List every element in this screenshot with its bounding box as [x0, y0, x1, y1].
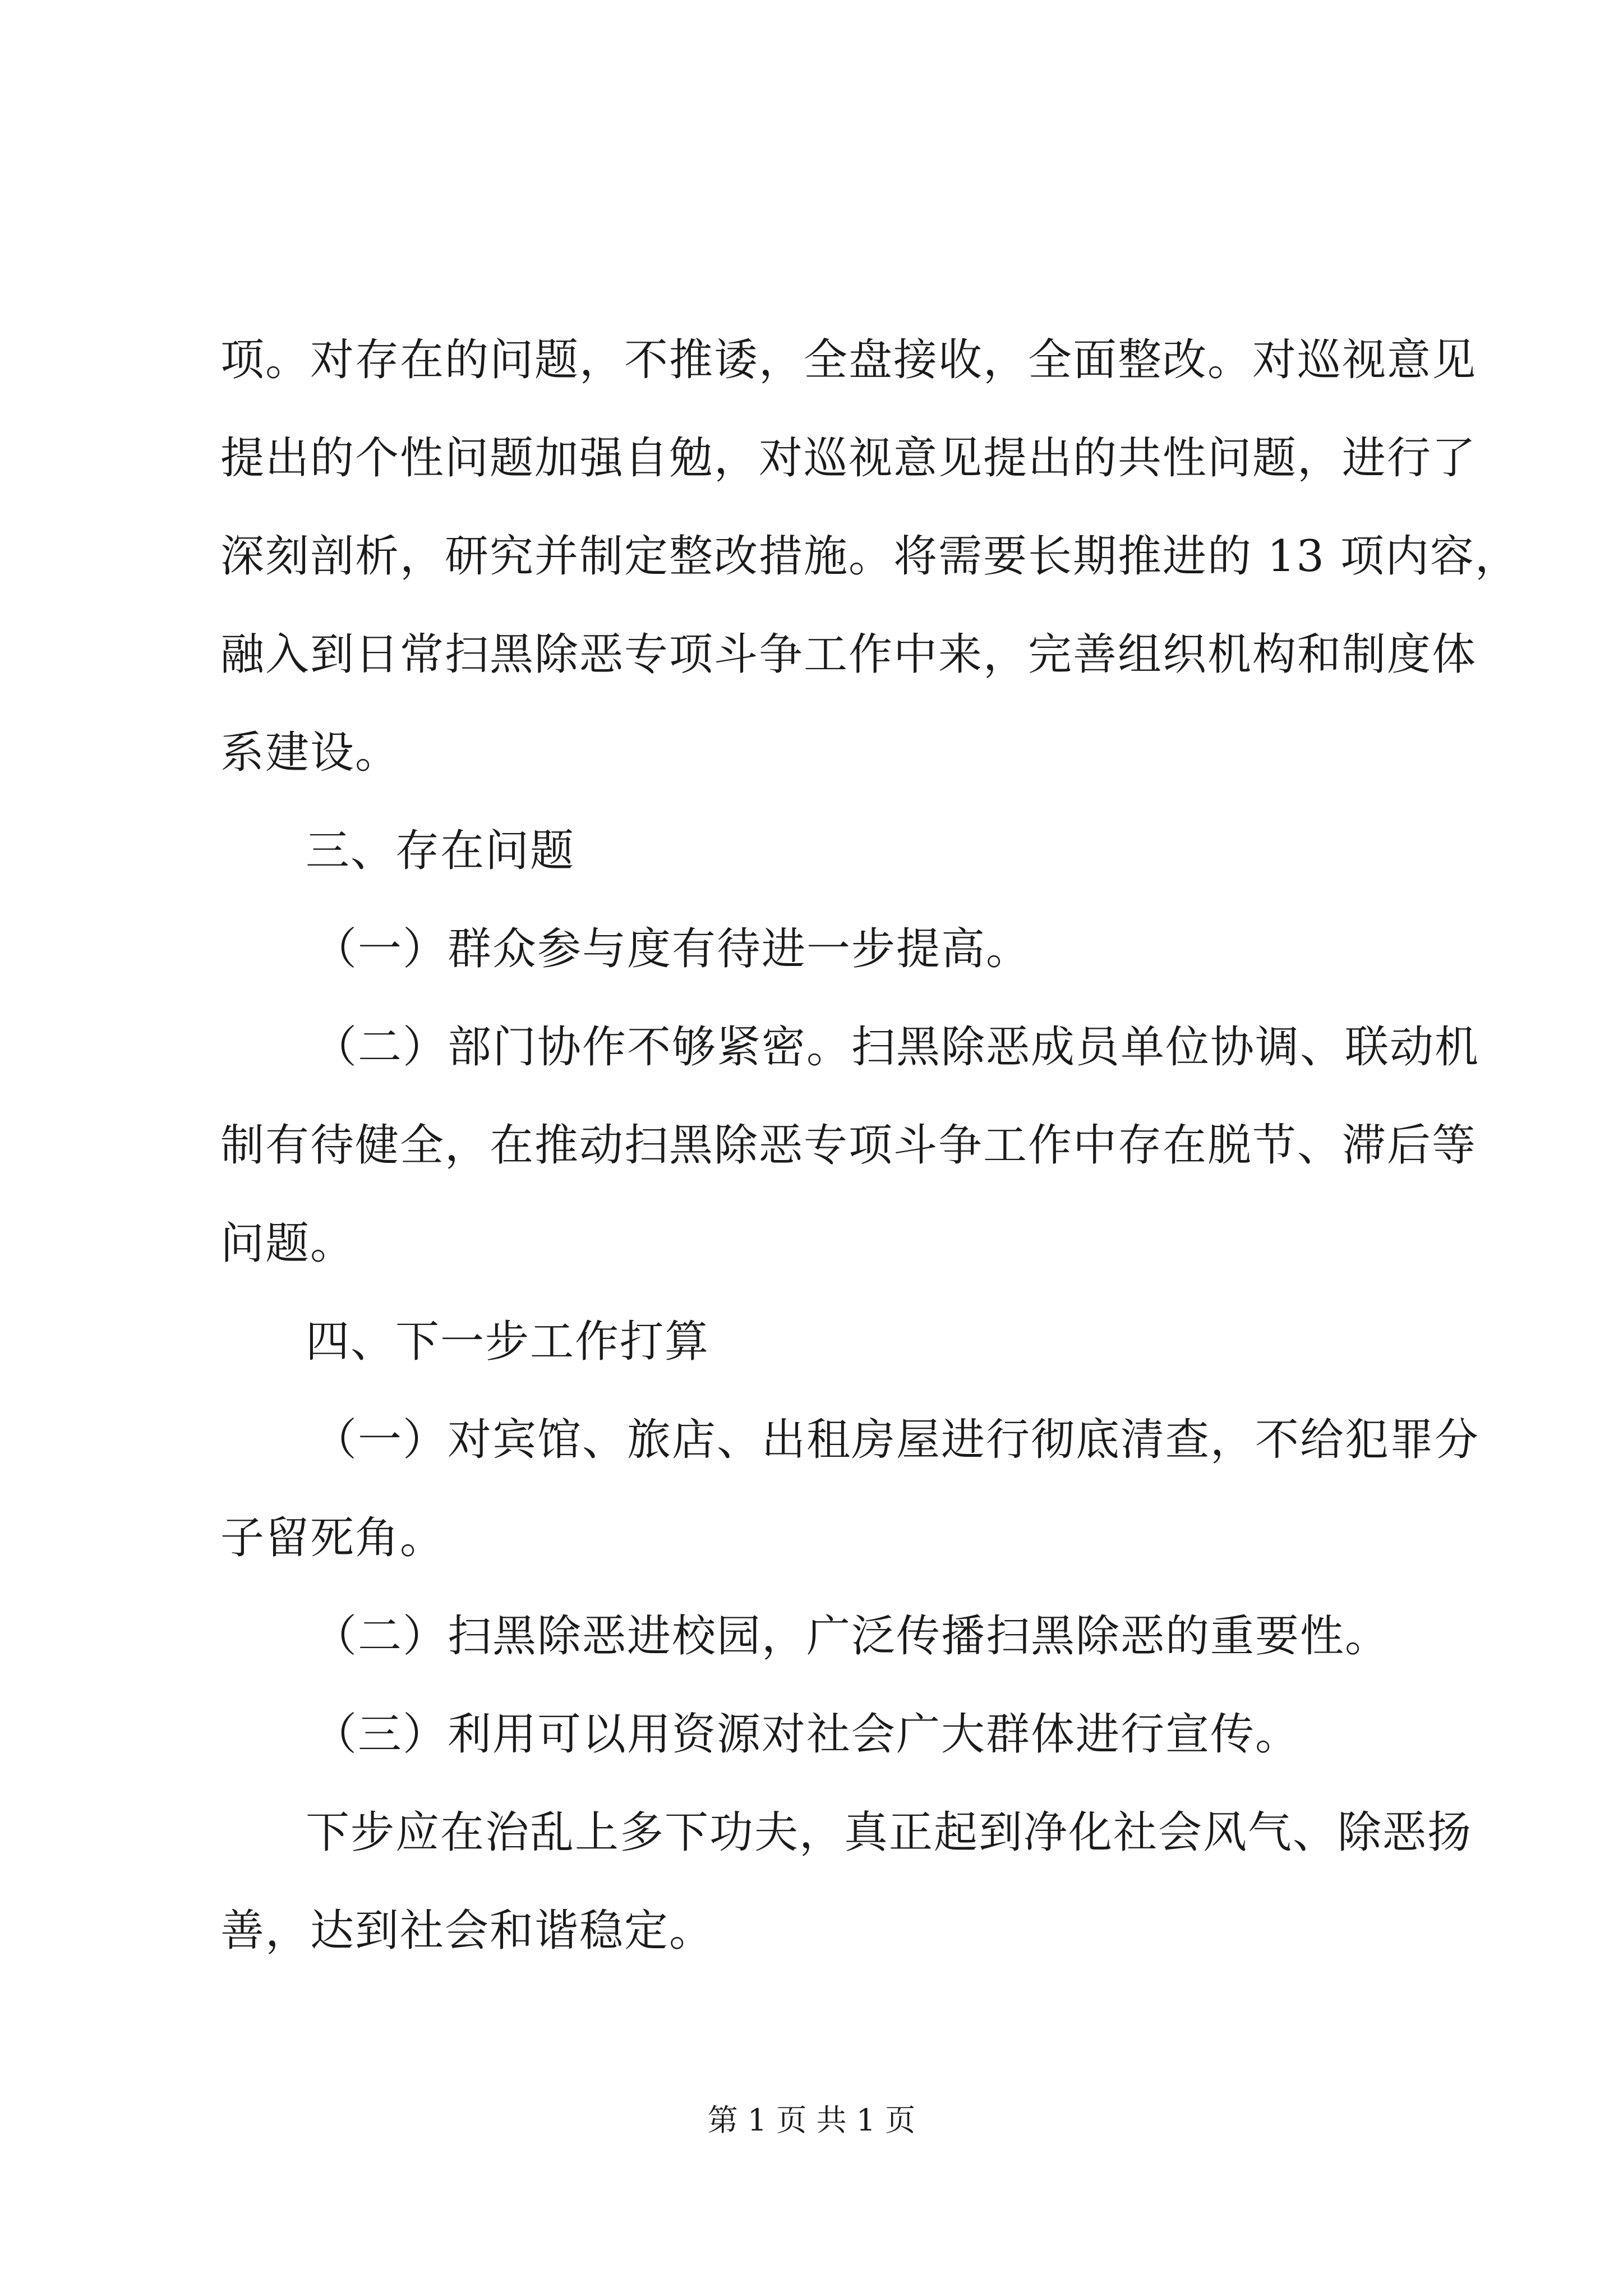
list-item: （一）对宾馆、旅店、出租房屋进行彻底清查，不给犯罪分 [313, 1415, 1480, 1465]
paragraph-line: 融入到日常扫黑除恶专项斗争工作中来，完善组织机构和制度体 [220, 629, 1477, 680]
section-heading: 四、下一步工作打算 [306, 1317, 710, 1367]
paragraph-line: 问题。 [220, 1218, 356, 1269]
list-item: （三）利用可以用资源对社会广大群体进行宣传。 [313, 1709, 1301, 1760]
paragraph-line: 项。对存在的问题，不推诿，全盘接收，全面整改。对巡视意见 [220, 335, 1477, 385]
paragraph-line: 深刻剖析，研究并制定整改措施。将需要长期推进的 13 项内容， [220, 531, 1520, 582]
paragraph-line: 系建设。 [220, 728, 400, 778]
page-number-footer: 第 1 页 共 1 页 [707, 2102, 916, 2138]
list-item: （二）部门协作不够紧密。扫黑除恶成员单位协调、联动机 [313, 1022, 1480, 1073]
list-item: （二）扫黑除恶进校园，广泛传播扫黑除恶的重要性。 [313, 1611, 1390, 1662]
list-item: （一）群众参与度有待进一步提高。 [313, 924, 1031, 974]
paragraph-line: 子留死角。 [220, 1513, 445, 1563]
document-body [220, 311, 1520, 1980]
paragraph-line: 制有待健全，在推动扫黑除恶专项斗争工作中存在脱节、滞后等 [220, 1120, 1477, 1171]
section-heading: 三、存在问题 [306, 826, 575, 876]
paragraph-line: 提出的个性问题加强自勉，对巡视意见提出的共性问题，进行了 [220, 433, 1477, 484]
paragraph-line: 下步应在治乱上多下功夫，真正起到净化社会风气、除恶扬 [306, 1807, 1473, 1858]
paragraph-line: 善，达到社会和谐稳定。 [220, 1906, 714, 1956]
